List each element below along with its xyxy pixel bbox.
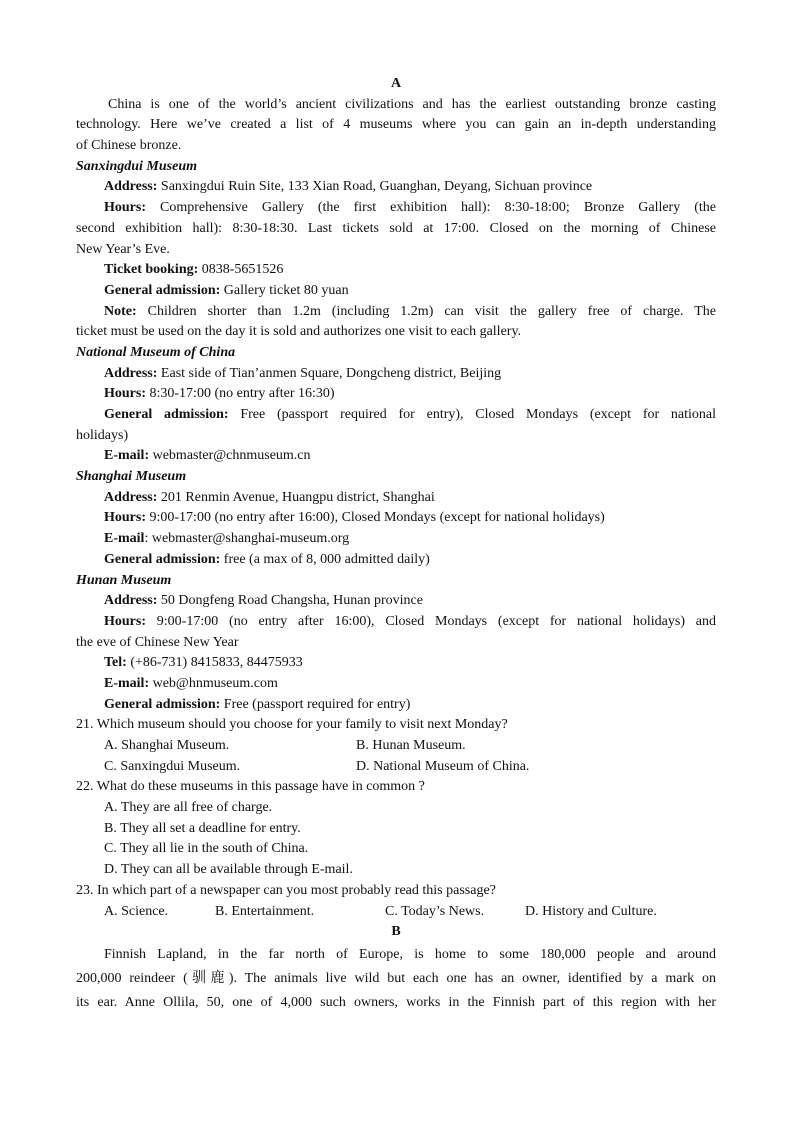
option-a: A. Shanghai Museum. (104, 738, 230, 753)
museum-email: E-mail: web@hnmuseum.com (104, 675, 278, 691)
museum-address: Address: Sanxingdui Ruin Site, 133 Xian Road, Guanghan, Deyang, Sichuan province (104, 179, 593, 195)
museum-hours-cont: second exhibition hall): 8:30-18:30. Last tickets sold at 17:00. Closed on the morning of Chinese (76, 220, 716, 236)
question-stem: 22. What do these museums in this passage have in common ? (76, 779, 425, 795)
intro-line: technology. Here we’ve created a list of 4 museums where you can gain an in-depth understanding (76, 117, 716, 133)
option-a: A. Science. (104, 903, 169, 919)
option-c: C. They all lie in the south of China. (104, 841, 309, 857)
document-page (76, 74, 716, 1015)
museum-hours: Hours: 9:00-17:00 (no entry after 16:00), Closed Mondays (except for national holidays) (104, 510, 605, 526)
option-c: C. Today’s News. (385, 903, 485, 919)
museum-hours: Hours: 8:30-17:00 (no entry after 16:30) (104, 386, 335, 402)
intro-line: of Chinese bronze. (76, 138, 182, 154)
section-b-heading: B (391, 924, 401, 940)
intro-line: China is one of the world’s ancient civilizations and has the earliest outstanding bronze casting (108, 96, 716, 112)
museum-title: Shanghai Museum (76, 469, 187, 485)
museum-tel: Tel: (+86-731) 8415833, 84475933 (104, 655, 303, 671)
museum-address: Address: 50 Dongfeng Road Changsha, Hunan province (104, 593, 423, 609)
question-options-row (76, 736, 716, 757)
museum-hours-cont: New Year’s Eve. (76, 241, 170, 257)
museum-admission: General admission: Gallery ticket 80 yuan (104, 282, 349, 298)
option-c: C. Sanxingdui Museum. (104, 758, 241, 774)
museum-title: National Museum of China (76, 344, 236, 360)
museum-note: Note: Children shorter than 1.2m (including 1.2m) can visit the gallery free of charge. The (104, 303, 716, 319)
option-d: D. National Museum of China. (356, 758, 530, 774)
museum-note-cont: ticket must be used on the day it is sold and authorizes one visit to each gallery. (76, 324, 522, 340)
question-options-row (76, 757, 716, 778)
option-d: D. History and Culture. (525, 903, 657, 919)
museum-admission-cont: holidays) (76, 427, 129, 443)
museum-title: Sanxingdui Museum (76, 158, 197, 174)
museum-hours-cont: the eve of Chinese New Year (76, 634, 239, 650)
museum-email: E-mail: webmaster@chnmuseum.cn (104, 448, 311, 464)
question-options-row (76, 902, 716, 923)
paragraph-line: 200,000 reindeer (驯鹿). The animals live wild but each one has an owner, identified by a mark on (76, 971, 716, 987)
museum-email: E-mail: webmaster@shanghai-museum.org (104, 531, 350, 547)
museum-hours: Hours: 9:00-17:00 (no entry after 16:00), Closed Mondays (except for national holidays) and (104, 613, 716, 629)
question-stem: 21. Which museum should you choose for your family to visit next Monday? (76, 717, 508, 733)
option-b: B. Hunan Museum. (356, 738, 466, 753)
museum-address: Address: 201 Renmin Avenue, Huangpu district, Shanghai (104, 489, 435, 505)
section-a-heading: A (390, 76, 402, 91)
museum-admission: General admission: Free (passport required for entry), Closed Mondays (except for national (104, 407, 717, 422)
museum-admission: General admission: free (a max of 8, 000 admitted daily) (104, 551, 430, 567)
question-stem: 23. In which part of a newspaper can you most probably read this passage? (76, 882, 496, 898)
museum-admission: General admission: Free (passport required for entry) (104, 696, 411, 712)
section-b-body (76, 943, 716, 1016)
paragraph-line: Finnish Lapland, in the far north of Europe, is home to some 180,000 people and around (104, 946, 716, 962)
option-b: B. Entertainment. (215, 903, 315, 919)
option-d: D. They can all be available through E-mail. (104, 862, 353, 878)
museum-booking: Ticket booking: 0838-5651526 (104, 262, 284, 278)
paragraph-line: its ear. Anne Ollila, 50, one of 4,000 such owners, works in the Finnish part of this region with her (76, 995, 716, 1011)
option-a: A. They are all free of charge. (104, 800, 273, 816)
museum-hours: Hours: Comprehensive Gallery (the first exhibition hall): 8:30-18:00; Bronze Gallery (the (104, 200, 716, 216)
museum-title: Hunan Museum (76, 572, 172, 588)
museum-address: Address: East side of Tian’anmen Square, Dongcheng district, Beijing (104, 365, 502, 381)
option-b: B. They all set a deadline for entry. (104, 820, 301, 836)
